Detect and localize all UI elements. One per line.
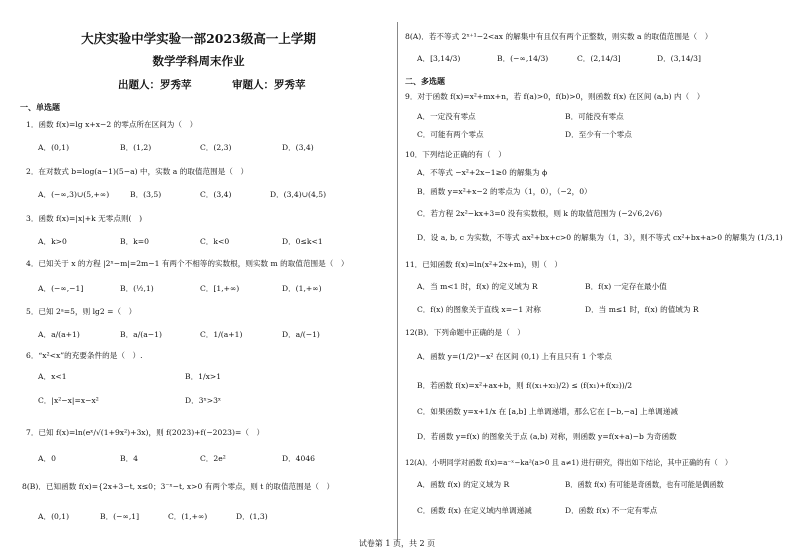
- question-2: 2．在对数式 b=log(a−1)(5−a) 中，实数 a 的取值范围是（ ）: [26, 167, 249, 176]
- option: A．(−∞,3)∪(5,+∞): [38, 190, 110, 199]
- option: B．(3,5): [130, 190, 162, 199]
- question-11: 11．已知函数 f(x)=ln(x²+2x+m)，则（ ）: [405, 260, 563, 269]
- option: C．(2,14/3]: [577, 54, 621, 63]
- option: C．(1,+∞): [168, 512, 208, 521]
- question-12a: 12(A)．小明同学对函数 f(x)=a⁻ˣ−ka²(a>0 且 a≠1) 进行研究，得出如下结论，其中正确的有（ ）: [405, 458, 733, 467]
- option: A．[3,14/3): [417, 54, 461, 63]
- option: C．[1,+∞): [200, 284, 240, 293]
- option: D．(1,3): [236, 512, 268, 521]
- option: A．一定没有零点: [417, 112, 476, 121]
- reviewer-label: 审题人：罗秀苹: [232, 79, 306, 91]
- option: B．f(x) 一定存在最小值: [585, 282, 667, 291]
- option: A．k>0: [38, 237, 67, 246]
- option: B．函数 y=x²+x−2 的零点为（1，0），（−2，0）: [417, 187, 592, 196]
- author-label: 出题人：罗秀苹: [118, 79, 192, 91]
- question-1: 1．函数 f(x)=lg x+x−2 的零点所在区间为（ ）: [26, 120, 198, 129]
- option: A．a/(a+1): [38, 330, 80, 339]
- page-subtitle: 数学学科周末作业: [152, 54, 245, 68]
- option: B．(½,1): [120, 284, 154, 293]
- option: D．函数 f(x) 不一定有零点: [565, 506, 658, 515]
- option: D．0≤k<1: [282, 237, 323, 246]
- section-heading: 二、多选题: [405, 76, 445, 86]
- option: B．k=0: [120, 237, 149, 246]
- option: B．函数 f(x) 有可能是奇函数，也有可能是偶函数: [565, 480, 724, 489]
- option: B．4: [120, 454, 139, 463]
- option: B．(−∞,1]: [100, 512, 140, 521]
- option: C．2e²: [200, 454, 226, 463]
- option: D．若函数 y=f(x) 的图象关于点 (a,b) 对称，则函数 y=f(x+a)−b 为奇函数: [417, 432, 677, 441]
- question-7: 7．已知 f(x)=ln(eˣ/√(1+9x²)+3x)，则 f(2023)+f(−2023)=（ ）: [26, 428, 265, 437]
- option: D．设 a, b, c 为实数，不等式 ax²+bx+c>0 的解集为（1，3），则不等式 cx²+bx+a>0 的解集为 (1/3,1): [417, 233, 783, 242]
- option: C．若方程 2x²−kx+3=0 没有实数根，则 k 的取值范围为 (−2√6,2√6): [417, 209, 663, 218]
- question-4: 4．已知关于 x 的方程 |2ˣ−m|=2m−1 有两个不相等的实数根，则实数 m 的取值范围是（ ）: [26, 259, 349, 268]
- option: D．(3,4): [282, 143, 314, 152]
- question-9: 9．对于函数 f(x)=x²+mx+n，若 f(a)>0，f(b)>0，则函数 f(x) 在区间 (a,b) 内（ ）: [405, 92, 705, 101]
- option: A．0: [38, 454, 56, 463]
- option: A．函数 y=(1/2)ˣ−x² 在区间 (0,1) 上有且只有 1 个零点: [417, 352, 612, 361]
- page-title: 大庆实验中学实验一部2023级高一上学期: [81, 31, 316, 46]
- option: D．a/(−1): [282, 330, 320, 339]
- option: B．(−∞,14/3): [497, 54, 549, 63]
- question-3: 3．函数 f(x)=|x|+k 无零点则( ): [26, 214, 143, 223]
- option: C．如果函数 y=x+1/x 在 [a,b] 上单调递增，那么它在 [−b,−a] 上单调递减: [417, 407, 678, 416]
- option: A．(0,1): [38, 143, 70, 152]
- question-8a: 8(A)．若不等式 2ˣ⁺¹−2<ax 的解集中有且仅有两个正整数，则实数 a 的取值范围是（ ）: [405, 32, 713, 41]
- option: D．(3,14/3]: [657, 54, 701, 63]
- option: B．a/(a−1): [120, 330, 162, 339]
- option: B．(1,2): [120, 143, 152, 152]
- column-divider: [397, 22, 398, 542]
- option: D．(1,+∞): [282, 284, 322, 293]
- option: D．至少有一个零点: [565, 130, 632, 139]
- option: C．(2,3): [200, 143, 232, 152]
- option: D．当 m≤1 时，f(x) 的值域为 R: [585, 305, 699, 314]
- section-heading: 一、单选题: [20, 102, 60, 112]
- option: C．(3,4): [200, 190, 232, 199]
- question-8b: 8(B)．已知函数 f(x)={2x+3−t, x≤0；3⁻ˣ−t, x>0 有两个零点，则 t 的取值范围是（ ）: [22, 482, 335, 491]
- option: A．函数 f(x) 的定义域为 R: [417, 480, 510, 489]
- option: C．k<0: [200, 237, 230, 246]
- option: B．若函数 f(x)=x²+ax+b，则 f((x₁+x₂)/2) ≤ (f(x₁)+f(x₂))/2: [417, 381, 633, 390]
- question-6: 6．“x²<x”的充要条件的是（ ）.: [26, 351, 143, 360]
- option: A．不等式 −x²+2x−1≥0 的解集为 ϕ: [417, 168, 548, 177]
- page-footer: 试卷第 1 页，共 2 页: [358, 539, 436, 548]
- option: D．(3,4)∪(4,5): [270, 190, 327, 199]
- question-10: 10．下列结论正确的有（ ）: [405, 150, 506, 159]
- option: B．可能没有零点: [565, 112, 624, 121]
- option: C．1/(a+1): [200, 330, 243, 339]
- option: B．1/x>1: [185, 372, 222, 381]
- option: C．|x²−x|=x−x²: [38, 396, 99, 405]
- option: D．3ˣ>3ˣ: [185, 396, 222, 405]
- option: A．当 m<1 时，f(x) 的定义域为 R: [417, 282, 538, 291]
- option: C．可能有两个零点: [417, 130, 484, 139]
- option: A．(0,1): [38, 512, 70, 521]
- question-5: 5．已知 2ᵃ=5，则 lg2 =（ ）: [26, 307, 137, 316]
- option: C．f(x) 的图象关于直线 x=−1 对称: [417, 305, 541, 314]
- option: A．x<1: [38, 372, 67, 381]
- option: C．函数 f(x) 在定义域内单调递减: [417, 506, 532, 515]
- option: A．(−∞,−1]: [38, 284, 84, 293]
- option: D．4046: [282, 454, 316, 463]
- question-12b: 12(B)．下列命题中正确的是（ ）: [405, 328, 525, 337]
